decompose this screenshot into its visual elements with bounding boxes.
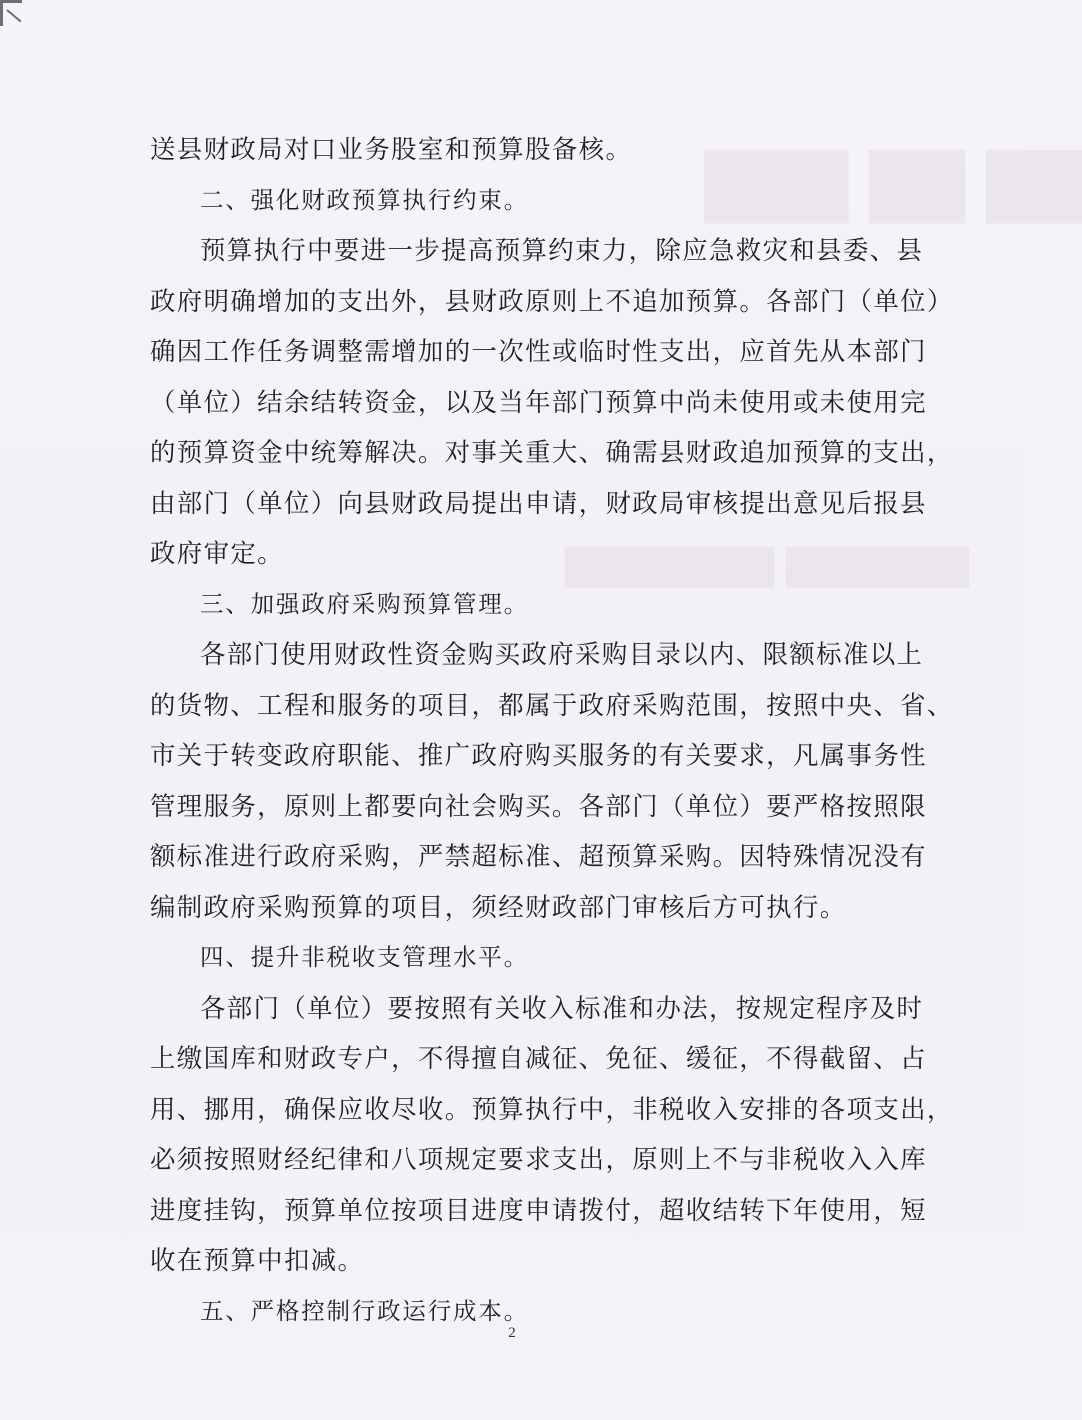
paragraph-line: 送县财政局对口业务股室和预算股备核。 bbox=[150, 134, 633, 164]
paragraph-line: 必须按照财经纪律和八项规定要求支出，原则上不与非税收入入库 bbox=[150, 1144, 927, 1174]
paragraph-line: 市关于转变政府职能、推广政府购买服务的有关要求，凡属事务性 bbox=[150, 740, 927, 770]
paragraph-line: 政府明确增加的支出外，县财政原则上不追加预算。各部门（单位） bbox=[150, 285, 954, 316]
paragraph-line: 进度挂钩，预算单位按项目进度申请拨付，超收结转下年使用，短 bbox=[150, 1194, 927, 1225]
section-heading: 三、加强政府采购预算管理。 bbox=[200, 589, 529, 618]
section-heading: 五、严格控制行政运行成本。 bbox=[200, 1296, 529, 1325]
section-heading: 四、提升非税收支管理水平。 bbox=[200, 943, 529, 971]
paragraph-line: 用、挪用，确保应收尽收。预算执行中，非税收入安排的各项支出， bbox=[150, 1093, 954, 1124]
paragraph-line: 管理服务，原则上都要向社会购买。各部门（单位）要严格按照限 bbox=[150, 790, 927, 821]
page-number: 2 bbox=[508, 1325, 516, 1341]
document-body bbox=[150, 124, 954, 1336]
paragraph-line: （单位）结余结转资金，以及当年部门预算中尚未使用或未使用完 bbox=[150, 386, 927, 417]
bleed-through-ghost-text: ███████ ████████ bbox=[565, 548, 970, 588]
paragraph-line: 编制政府采购预算的项目，须经财政部门审核后方可执行。 bbox=[150, 891, 847, 922]
paragraph-line: 上缴国库和财政专户，不得擅自减征、免征、缓征，不得截留、占 bbox=[150, 1043, 927, 1073]
paragraph-line: 的货物、工程和服务的项目，都属于政府采购范围，按照中央、省、 bbox=[150, 689, 954, 720]
bleed-through-ghost-text: ██ ██ ███ bbox=[705, 150, 1082, 223]
section-heading: 二、强化财政预算执行约束。 bbox=[200, 185, 529, 214]
paragraph-line: 预算执行中要进一步提高预算约束力，除应急救灾和县委、县 bbox=[200, 235, 924, 265]
paragraph-line: 确因工作任务调整需增加的一次性或临时性支出，应首先从本部门 bbox=[150, 336, 927, 366]
scan-corner-mark bbox=[0, 0, 22, 26]
paragraph-line: 由部门（单位）向县财政局提出申请，财政局审核提出意见后报县 bbox=[150, 487, 927, 518]
paragraph-line: 各部门使用财政性资金购买政府采购目录以内、限额标准以上 bbox=[200, 639, 924, 669]
paragraph-line: 额标准进行政府采购，严禁超标准、超预算采购。因特殊情况没有 bbox=[150, 841, 927, 871]
paragraph-line: 政府审定。 bbox=[150, 538, 284, 568]
paragraph-line: 收在预算中扣减。 bbox=[150, 1245, 365, 1275]
paragraph-line: 的预算资金中统筹解决。对事关重大、确需县财政追加预算的支出， bbox=[150, 437, 954, 467]
paragraph-line: 各部门（单位）要按照有关收入标准和办法，按规定程序及时 bbox=[200, 992, 924, 1023]
